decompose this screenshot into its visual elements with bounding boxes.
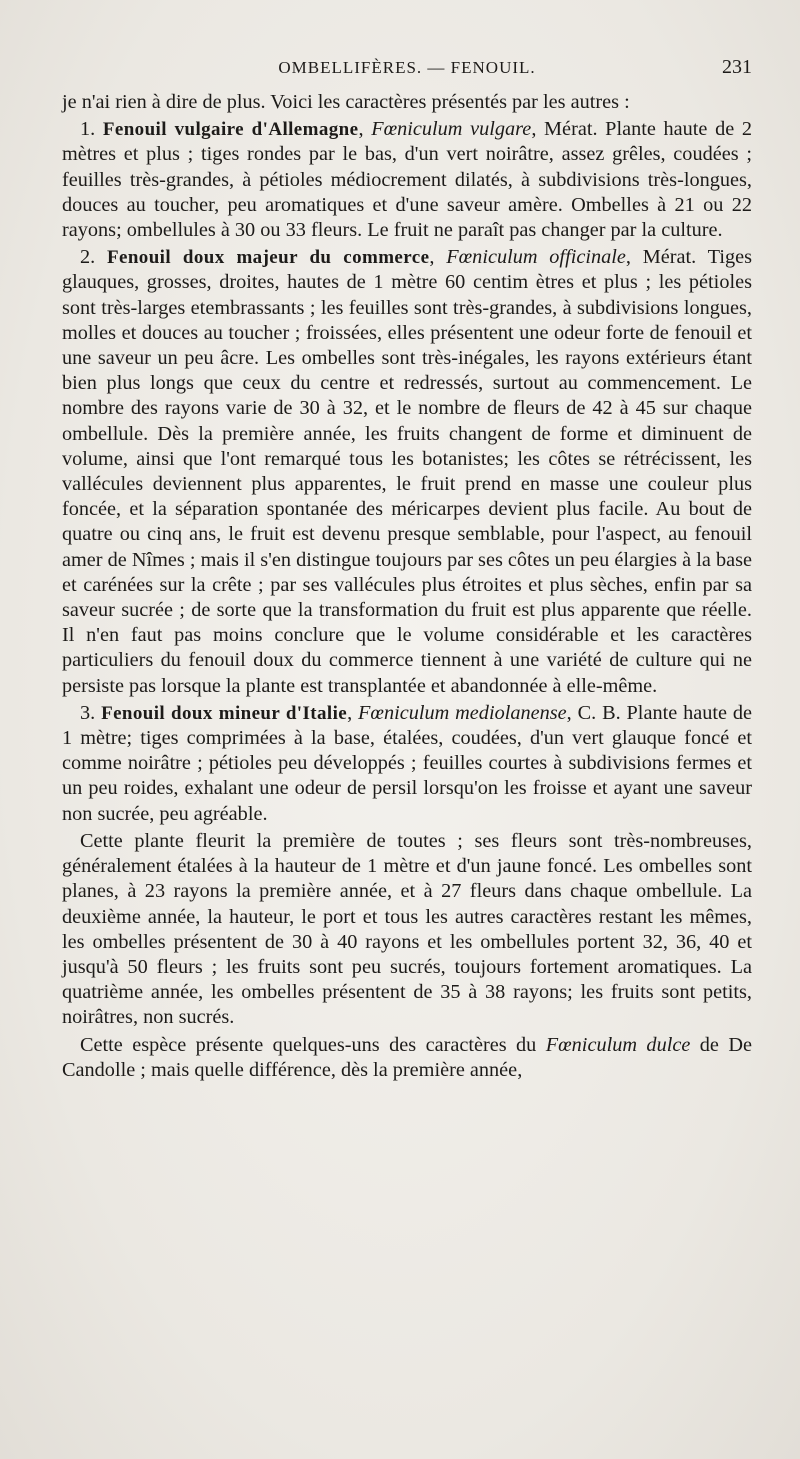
paragraph-text: , Mérat. Tiges glauques, grosses, droites, hautes de 1 mètre 60 centim ètres et plus ; les pétioles sont très-larges etembrassants ; les feuilles sont très-grandes, à subdivisions longues, molles et douces au toucher ; froissées, elles présentent une odeur forte de fenouil et une saveur un peu âcre. Les ombelles sont très-inégales, les rayons extérieurs étant bien plus longs que ceux du centre et redressés, surtout au commencement. Le nombre des rayons varie de 30 à 32, et le nombre de fleurs de 42 à 45 sur chaque ombellule. Dès la première année, les fruits changent de forme et diminuent de volume, ainsi que l'ont remarqué tous les botanistes; les côtes se rétrécissent, les vallécules deviennent plus apparentes, le fruit prend en masse une couleur plus foncée, et la séparation spontanée des méricarpes devient plus facile. Au bout de quatre ou cinq ans, le fruit est devenu presque semblable, pour l'aspect, au fenouil amer de Nîmes ; mais il s'en distingue toujours par ses côtes un peu élargies à la base et carénées sur la crête ; par ses vallécules plus étroites et plus sèches, enfin par sa saveur sucrée ; de sorte que la transformation du fruit est plus apparente que réelle. Il n'en faut pas moins conclure que le volume considérable et les caractères particuliers du fenouil doux du commerce tiennent à une variété de culture qui ne persiste pas lorsque la plante est transplantée et abandonnée à elle-même. [62,246,752,697]
separator: , [358,118,372,141]
paragraph-variety-3 [62,701,752,827]
latin-name: Fœniculum officinale [446,246,626,269]
separator: , [347,701,359,724]
page-number: 231 [722,56,752,78]
paragraph-variety-1 [62,117,752,243]
running-head [62,40,752,80]
variety-heading: Fenouil vulgaire d'Allemagne [102,119,359,141]
paragraph-flowering [62,829,752,1031]
latin-name: Fœniculum vulgare [371,118,532,141]
paragraph-variety-2 [62,245,752,699]
item-number: 1. [80,118,103,141]
running-title: OMBELLIFÈRES. — FENOUIL. [278,58,536,77]
paragraph-text: , Mérat. Plante haute de 2 mètres et plus ; tiges rondes par le bas, d'un vert noirâtre, assez grêles, coudées ; feuilles très-grandes, à pétioles médiocrement dilatés, à subdivisions très-longues, douces au toucher, peu aromatiques et d'une saveur amère. Ombelles à 21 ou 22 rayons; ombellules à 30 ou 33 fleurs. Le fruit ne paraît pas changer par la culture. [62,118,753,242]
paragraph-text: Cette plante fleurit la première de toutes ; ses fleurs sont très-nombreuses, généralement étalées à la hauteur de 1 mètre et d'un jaune foncé. Les ombelles sont planes, à 23 rayons la première année, et à 27 fleurs dans chaque ombellule. La deuxième année, la hauteur, le port et tous les autres caractères restant les mêmes, les ombelles présentent de 30 à 40 rayons et les ombellules portent 32, 36, 40 et jusqu'à 50 fleurs ; les fruits sont peu sucrés, toujours fortement aromatiques. La quatrième année, les ombelles présentent de 35 à 38 rayons; les fruits sont petits, noirâtres, non sucrés. [62,829,752,1029]
paragraph-text: je n'ai rien à dire de plus. Voici les caractères présentés par les autres : [62,91,630,113]
separator: , [429,246,447,269]
paragraph-continuation [62,90,752,115]
item-number: 3. [80,701,102,724]
paragraph-text: de De Candolle ; mais quelle différence, dès la première année, [62,1033,752,1081]
latin-name: Fœniculum mediolanense [358,701,567,724]
item-number: 2. [80,246,107,269]
variety-heading: Fenouil doux majeur du commerce [106,247,430,269]
paragraph-text-start: Cette espèce présente quelques-uns des caractères du [80,1033,546,1056]
variety-heading: Fenouil doux mineur d'Italie [101,702,348,724]
latin-name: Fœniculum dulce [545,1033,691,1056]
paragraph-text: , C. B. Plante haute de 1 mètre; tiges comprimées à la base, étalées, coudées, d'un vert glauque foncé et comme noirâtre ; pétioles peu développés ; feuilles courtes à subdivisions fermes et un peu roides, exhalant une odeur de persil lorsqu'on les froisse et ayant une saveur non sucrée, peu agréable. [62,701,753,825]
body-text [62,90,752,1083]
paragraph-comparison [62,1033,752,1083]
